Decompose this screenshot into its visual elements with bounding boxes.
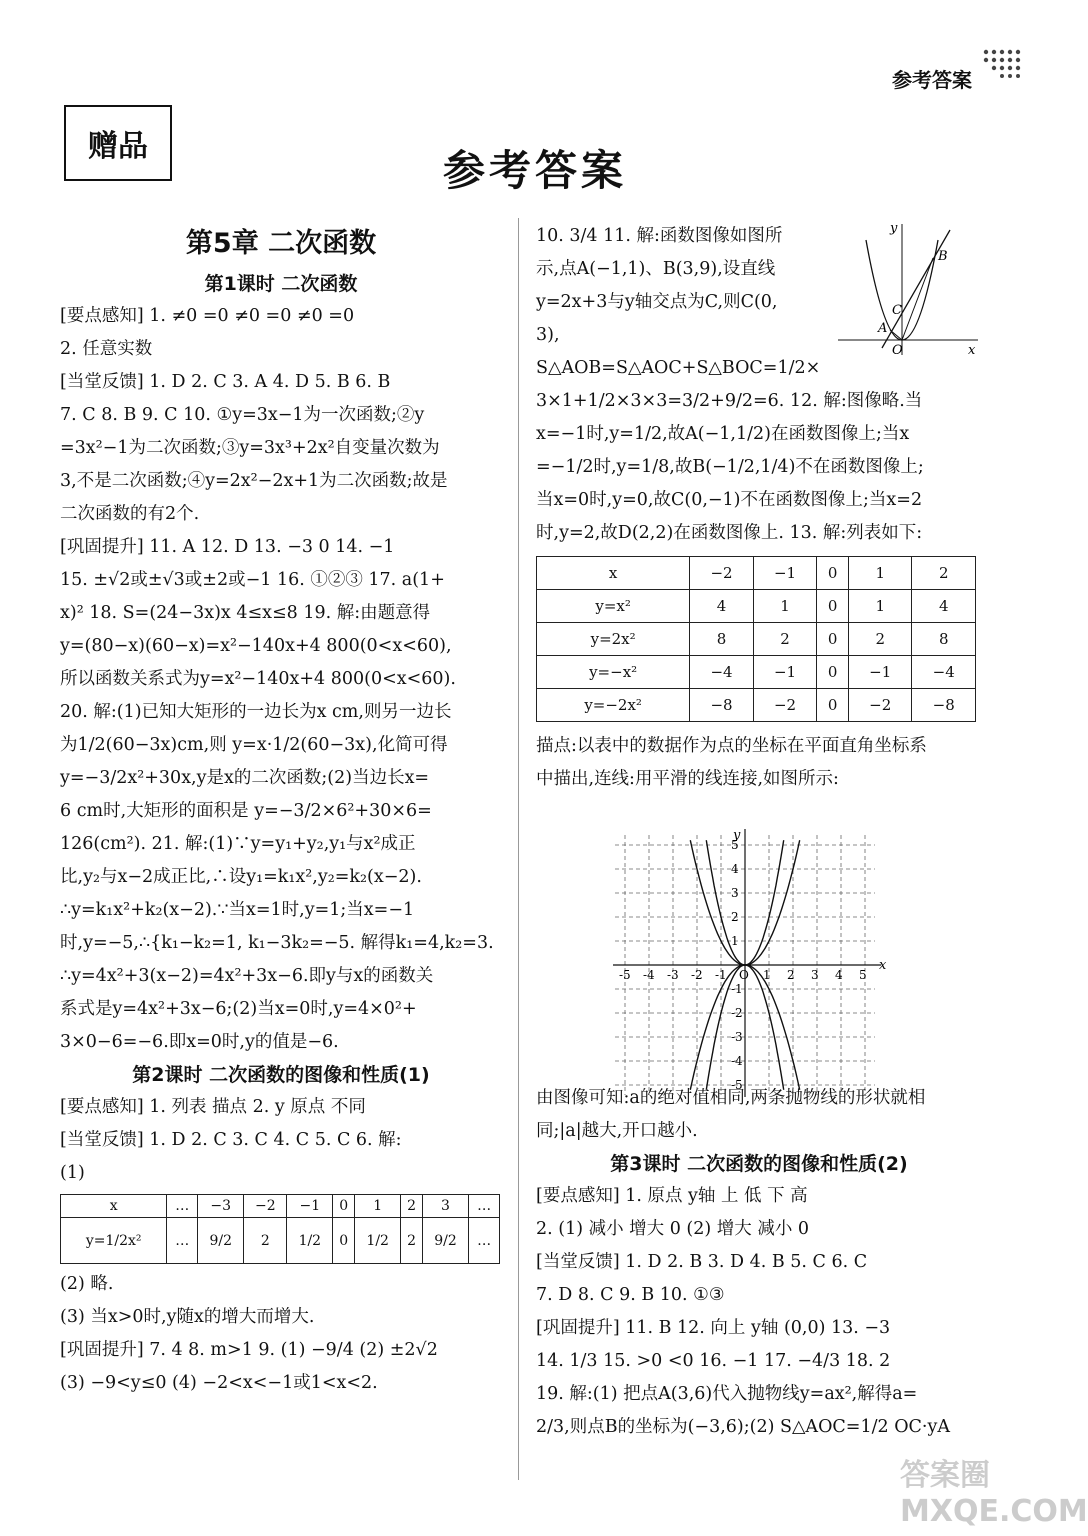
table-cell: −4 — [690, 656, 754, 689]
right-top-line: 示,点A(−1,1)、B(3,9),设直线 — [536, 259, 776, 279]
table-cell: 0 — [817, 590, 849, 623]
table-cell: 1 — [355, 1195, 401, 1218]
right-top-line: 3), S△AOB=S△AOC+S△BOC=1/2× — [536, 325, 821, 378]
lesson1-line: 6 cm时,大矩形的面积是 y=−3/2×6²+30×6= — [60, 801, 432, 821]
table-cell: … — [469, 1218, 500, 1264]
y-tick-label: -2 — [731, 1006, 743, 1020]
lesson1-line: 126(cm²). 21. 解:(1)∵y=y₁+y₂,y₁与x²成正 — [60, 834, 416, 854]
table-cell: 2 — [912, 557, 976, 590]
column-divider — [518, 218, 519, 1480]
y-axis-label: y — [733, 828, 741, 843]
lesson1-line: 3×0−6=−6.即x=0时,y的值是−6. — [60, 1032, 339, 1052]
x-tick-label: O — [739, 968, 749, 982]
table-cell: −2 — [753, 689, 817, 722]
lesson1-line: 20. 解:(1)已知大矩形的一边长为x cm,则另一边长 — [60, 702, 452, 722]
parabola-line-graph — [838, 220, 982, 360]
table-cell: 0 — [817, 689, 849, 722]
g1-label-b: B — [938, 249, 948, 264]
table-cell: −2 — [848, 689, 912, 722]
table-cell: 1/2 — [355, 1218, 401, 1264]
table-cell: y=1/2x² — [61, 1218, 167, 1264]
table-cell: 4 — [912, 590, 976, 623]
lesson2-title: 第2课时 二次函数的图像和性质(1) — [132, 1064, 430, 1086]
g1-label-o: O — [892, 343, 903, 358]
table-cell: y=−x² — [537, 656, 690, 689]
table-row — [537, 590, 976, 623]
table-cell: 2 — [753, 623, 817, 656]
x-tick-label: 5 — [859, 968, 867, 982]
lesson3-line: 14. 1/3 15. >0 <0 16. −1 17. −4/3 18. 2 — [536, 1351, 891, 1371]
x-tick-label: -2 — [691, 968, 703, 982]
table-cell: 4 — [690, 590, 754, 623]
table-cell: 3 — [422, 1195, 468, 1218]
table-cell: 2 — [848, 623, 912, 656]
table-cell: 2 — [401, 1218, 423, 1264]
g1-label-a: A — [878, 321, 888, 336]
lesson1-line: [当堂反馈] 1. D 2. C 3. A 4. D 5. B 6. B — [60, 372, 391, 392]
y-tick-label: 4 — [731, 862, 739, 876]
right-top-line: y=2x+3与y轴交点为C,则C(0, — [536, 292, 778, 312]
table-cell: … — [167, 1195, 198, 1218]
watermark: 答案圈 MXQE.COM — [900, 1458, 1088, 1529]
running-header: 参考答案 — [892, 68, 972, 92]
right-bottom-line: 同;|a|越大,开口越小. — [536, 1121, 698, 1141]
lesson1-line: [要点感知] 1. ≠0 =0 ≠0 =0 ≠0 =0 — [60, 306, 355, 326]
right-top-line: 3×1+1/2×3×3=3/2+9/2=6. 12. 解:图像略.当 — [536, 391, 923, 411]
table-cell: 9/2 — [198, 1218, 244, 1264]
lesson1-line: y=−3/2x²+30x,y是x的二次函数;(2)当边长x= — [60, 768, 430, 788]
lesson3-title: 第3课时 二次函数的图像和性质(2) — [610, 1153, 908, 1175]
table-cell: 0 — [817, 623, 849, 656]
lesson3-line: 2/3,则点B的坐标为(−3,6);(2) S△AOC=1/2 OC·yA — [536, 1417, 951, 1437]
lesson1-line: 比,y₂与x−2成正比,∴设y₁=k₁x²,y₂=k₂(x−2). — [60, 867, 422, 887]
x-tick-label: 4 — [835, 968, 843, 982]
x-axis-label: x — [879, 958, 887, 973]
y-tick-label: 3 — [731, 886, 739, 900]
right-mid-line: 描点:以表中的数据作为点的坐标在平面直角坐标系 — [536, 736, 927, 756]
table-cell: … — [469, 1195, 500, 1218]
table-cell: −2 — [244, 1195, 287, 1218]
lesson1-line: ∴y=k₁x²+k₂(x−2).∵当x=1时,y=1;当x=−1 — [60, 900, 415, 920]
lesson1-body — [60, 300, 502, 1059]
lesson1-line: [巩固提升] 11. A 12. D 13. −3 0 14. −1 — [60, 537, 395, 557]
y-tick-label: -5 — [731, 1078, 743, 1092]
right-bottom-line: 由图像可知:a的绝对值相同,两条抛物线的形状就相 — [536, 1088, 926, 1108]
g1-label-c: C — [892, 303, 902, 318]
table-cell: 1/2 — [287, 1218, 333, 1264]
table-cell: −4 — [912, 656, 976, 689]
y-tick-label: 2 — [731, 910, 739, 924]
lesson3-line: [要点感知] 1. 原点 y轴 上 低 下 高 — [536, 1186, 808, 1206]
right-top-line: 当x=0时,y=0,故C(0,−1)不在函数图像上;当x=2 — [536, 490, 923, 510]
left-column — [60, 220, 502, 1400]
table-row — [537, 623, 976, 656]
lesson1-line: y=(80−x)(60−x)=x²−140x+4 800(0<x<60), — [60, 636, 452, 656]
table-cell: 1 — [753, 590, 817, 623]
lesson1-line: 系式是y=4x²+3x−6;(2)当x=0时,y=4×0²+ — [60, 999, 417, 1019]
lesson1-line: ∴y=4x²+3(x−2)=4x²+3x−6.即y与x的函数关 — [60, 966, 434, 986]
table-cell: 8 — [912, 623, 976, 656]
lesson2-line: (3) −9<y≤0 (4) −2<x<−1或1<x<2. — [60, 1373, 378, 1393]
x-tick-label: 3 — [811, 968, 819, 982]
table-cell: 0 — [817, 656, 849, 689]
table-row — [537, 689, 976, 722]
lesson1-line: x)² 18. S=(24−3x)x 4≤x≤8 19. 解:由题意得 — [60, 603, 431, 623]
lesson2-line: (2) 略. — [60, 1274, 114, 1294]
y-tick-label: -4 — [731, 1054, 743, 1068]
lesson3-line: [当堂反馈] 1. D 2. B 3. D 4. B 5. C 6. C — [536, 1252, 868, 1272]
table-cell: −1 — [753, 557, 817, 590]
lesson1-line: 3,不是二次函数;④y=2x²−2x+1为二次函数;故是 — [60, 471, 448, 491]
lesson2-line: [要点感知] 1. 列表 描点 2. y 原点 不同 — [60, 1097, 366, 1117]
table-cell: 2 — [401, 1195, 423, 1218]
y-tick-label: -3 — [731, 1030, 743, 1044]
decorative-dots-icon — [976, 46, 1026, 86]
four-parabolas-graph — [619, 825, 887, 1092]
right-bottom-text — [536, 1082, 982, 1148]
table-cell: x — [61, 1195, 167, 1218]
table-cell: y=x² — [537, 590, 690, 623]
table-row — [61, 1195, 500, 1218]
right-top-line: =−1/2时,y=1/8,故B(−1/2,1/4)不在函数图像上; — [536, 457, 924, 477]
lesson1-line: 15. ±√2或±√3或±2或−1 16. ①②③ 17. a(1+ — [60, 570, 445, 590]
table-row — [537, 656, 976, 689]
x-tick-label: -1 — [715, 968, 727, 982]
table-cell: 0 — [333, 1218, 355, 1264]
lesson3-line: 2. (1) 减小 增大 0 (2) 增大 减小 0 — [536, 1219, 810, 1239]
right-mid-line: 中描出,连线:用平滑的线连接,如图所示: — [536, 769, 839, 789]
table-row — [537, 557, 976, 590]
lesson1-line: 时,y=−5,∴{k₁−k₂=1, k₁−3k₂=−5. 解得k₁=4,k₂=3. — [60, 933, 494, 953]
table-cell: 0 — [333, 1195, 355, 1218]
lesson3-line: 7. D 8. C 9. B 10. ①③ — [536, 1285, 725, 1305]
table-cell: 0 — [817, 557, 849, 590]
lesson1-title: 第1课时 二次函数 — [204, 273, 358, 295]
lesson2-line: [巩固提升] 7. 4 8. m>1 9. (1) −9/4 (2) ±2√2 — [60, 1340, 438, 1360]
chapter-title: 第5章 二次函数 — [185, 228, 377, 259]
table-cell: −2 — [690, 557, 754, 590]
lesson2-body-before — [60, 1091, 502, 1190]
lesson1-line: 7. C 8. B 9. C 10. ①y=3x−1为一次函数;②y — [60, 405, 425, 425]
table-cell: y=2x² — [537, 623, 690, 656]
table-cell: −1 — [753, 656, 817, 689]
page-title: 参考答案 — [442, 146, 627, 195]
table-cell: −8 — [912, 689, 976, 722]
right-top-line: 时,y=2,故D(2,2)在函数图像上. 13. 解:列表如下: — [536, 523, 923, 543]
lesson3-line: 19. 解:(1) 把点A(3,6)代入抛物线y=ax²,解得a= — [536, 1384, 918, 1404]
right-top-line: 10. 3/4 11. 解:函数图像如图所 — [536, 226, 783, 246]
lesson1-line: 2. 任意实数 — [60, 339, 153, 359]
gift-badge: 赠品 — [64, 105, 172, 181]
lesson3-line: [巩固提升] 11. B 12. 向上 y轴 (0,0) 13. −3 — [536, 1318, 891, 1338]
table-cell: 1 — [848, 557, 912, 590]
lesson1-line: 二次函数的有2个. — [60, 504, 200, 524]
lesson3-body — [536, 1180, 982, 1444]
lesson1-line: =3x²−1为二次函数;③y=3x³+2x²自变量次数为 — [60, 438, 440, 458]
table-cell: y=−2x² — [537, 689, 690, 722]
y-tick-label: 1 — [731, 934, 739, 948]
lesson2-line: (1) — [60, 1163, 85, 1183]
table13 — [536, 556, 976, 722]
lesson2-table — [60, 1194, 500, 1264]
table-cell: 9/2 — [422, 1218, 468, 1264]
g1-label-x: x — [968, 343, 976, 358]
table-row — [61, 1218, 500, 1264]
x-tick-label: -3 — [667, 968, 679, 982]
right-mid-text — [536, 730, 982, 796]
y-tick-label: -1 — [731, 982, 743, 996]
lesson1-line: 为1/2(60−3x)cm,则 y=x·1/2(60−3x),化简可得 — [60, 735, 448, 755]
table-cell: 1 — [848, 590, 912, 623]
x-tick-label: -5 — [619, 968, 631, 982]
lesson2-body-after — [60, 1268, 502, 1400]
x-tick-label: 1 — [763, 968, 771, 982]
g1-label-y: y — [890, 221, 898, 236]
right-top-line: x=−1时,y=1/2,故A(−1,1/2)在函数图像上;当x — [536, 424, 910, 444]
lesson1-line: 所以函数关系式为y=x²−140x+4 800(0<x<60). — [60, 669, 456, 689]
table-cell: 8 — [690, 623, 754, 656]
table-cell: −3 — [198, 1195, 244, 1218]
table-cell: … — [167, 1218, 198, 1264]
table-cell: 2 — [244, 1218, 287, 1264]
x-tick-label: 2 — [787, 968, 795, 982]
table-cell: x — [537, 557, 690, 590]
table-cell: −1 — [848, 656, 912, 689]
table-cell: −8 — [690, 689, 754, 722]
table-cell: −1 — [287, 1195, 333, 1218]
y-tick-label: 5 — [731, 838, 739, 852]
lesson2-line: [当堂反馈] 1. D 2. C 3. C 4. C 5. C 6. 解: — [60, 1130, 402, 1150]
lesson2-line: (3) 当x>0时,y随x的增大而增大. — [60, 1307, 315, 1327]
x-tick-label: -4 — [643, 968, 655, 982]
